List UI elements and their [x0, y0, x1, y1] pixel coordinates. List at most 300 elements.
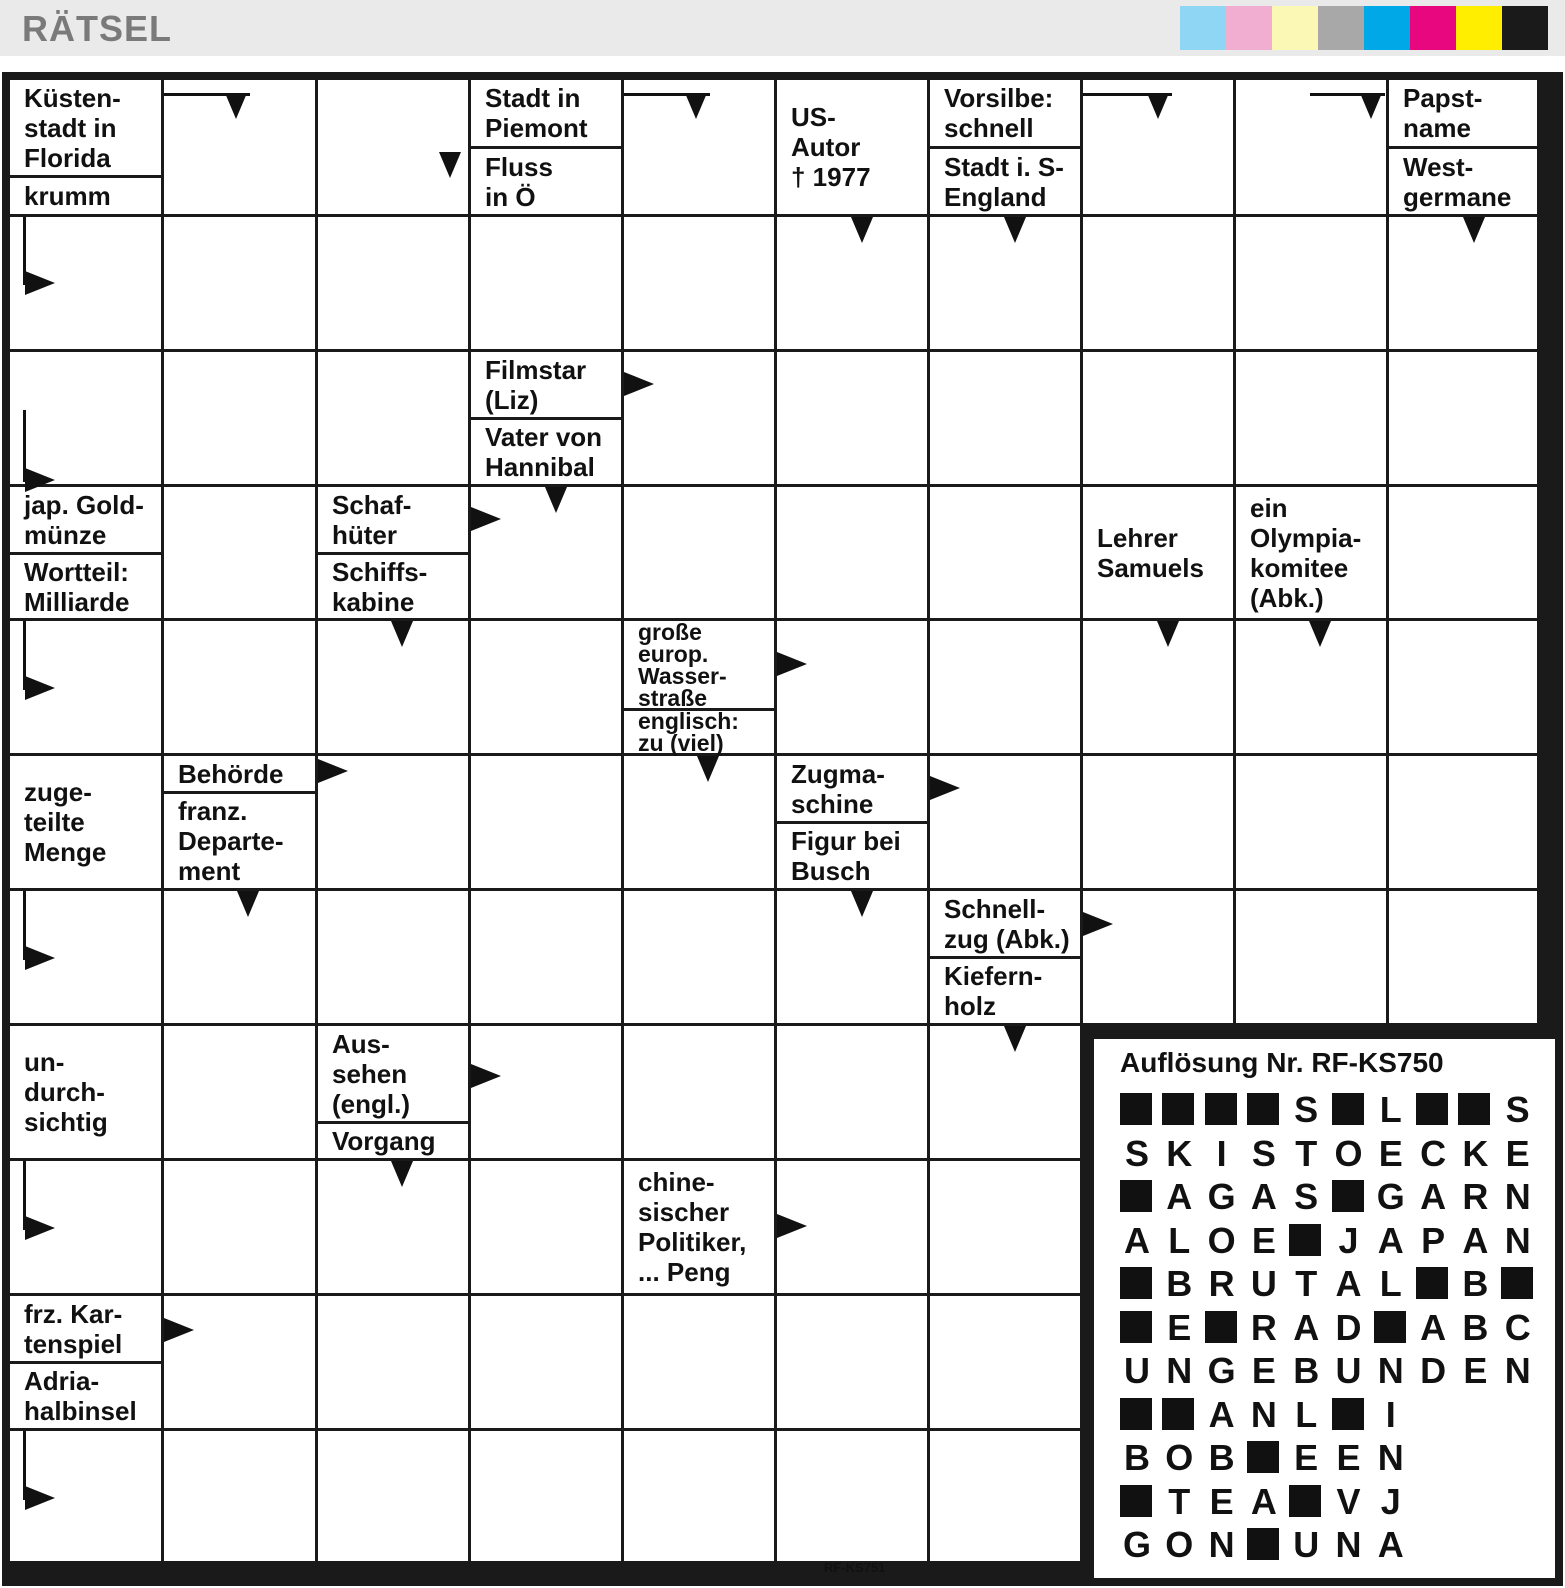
- answer-cell[interactable]: [1236, 756, 1386, 888]
- clue-text: Hannibal: [485, 452, 595, 482]
- clue-text: West-: [1403, 151, 1474, 182]
- solution-letter: G: [1207, 1350, 1236, 1391]
- solution-letter: T: [1295, 1263, 1318, 1304]
- answer-cell[interactable]: [1236, 891, 1386, 1023]
- answer-cell[interactable]: [318, 1296, 468, 1428]
- clue-text: Figur bei: [791, 826, 901, 856]
- clue-text: sischer: [638, 1197, 730, 1227]
- arrow-down-icon: [685, 93, 707, 119]
- answer-cell[interactable]: [777, 487, 927, 618]
- solution-letter: V: [1336, 1480, 1361, 1522]
- clue-text: ein: [1250, 492, 1288, 523]
- clue-cell: [471, 352, 621, 417]
- solution-letter: B: [1166, 1263, 1193, 1304]
- answer-cell[interactable]: [1389, 756, 1537, 888]
- color-swatch: [1364, 6, 1410, 50]
- clue-cell: [164, 794, 315, 888]
- arrow-right-icon: [25, 468, 55, 492]
- clue-text: jap. Gold-: [24, 489, 144, 520]
- answer-cell[interactable]: [471, 217, 621, 349]
- answer-cell[interactable]: [164, 217, 315, 349]
- arrow-right-icon: [318, 759, 348, 783]
- answer-cell[interactable]: [930, 352, 1080, 484]
- answer-cell[interactable]: [777, 352, 927, 484]
- answer-cell[interactable]: [1083, 891, 1233, 1023]
- solution-letter: U: [1250, 1263, 1277, 1304]
- solution-letter: P: [1421, 1219, 1446, 1261]
- solution-row: [1120, 1219, 1543, 1262]
- clue-text: Schnell-: [944, 893, 1046, 924]
- clue-cell: [10, 1026, 161, 1158]
- clue-text: Wortteil:: [24, 556, 129, 587]
- solution-letter: U: [1124, 1350, 1150, 1391]
- arrow-right-icon: [164, 1318, 194, 1342]
- solution-block: [1205, 1311, 1237, 1343]
- arrow-down-icon: [1360, 93, 1382, 119]
- clue-cell: [471, 420, 621, 484]
- clue-cell: [1236, 487, 1386, 618]
- solution-letter: A: [1293, 1306, 1320, 1348]
- color-swatch: [1180, 6, 1226, 50]
- clue-cell: [10, 555, 161, 618]
- clue-cell: [1389, 149, 1537, 214]
- arrow-down-icon: [851, 217, 873, 243]
- solution-letter: B: [1208, 1437, 1235, 1478]
- solution-block: [1247, 1093, 1279, 1125]
- arrow-right-icon: [1083, 912, 1113, 936]
- answer-cell[interactable]: [471, 1431, 621, 1561]
- solution-letter: I: [1216, 1132, 1227, 1174]
- arrow-right-icon: [624, 372, 654, 396]
- solution-letter: E: [1167, 1306, 1192, 1348]
- color-swatch: [1456, 6, 1502, 50]
- solution-letter: S: [1294, 1176, 1319, 1217]
- solution-block: [1374, 1311, 1406, 1343]
- clue-cell: [318, 555, 468, 618]
- answer-cell[interactable]: [164, 1026, 315, 1158]
- solution-letter: O: [1207, 1219, 1236, 1261]
- clue-cell: [10, 487, 161, 552]
- clue-text: Menge: [24, 837, 107, 867]
- solution-letter: A: [1250, 1480, 1277, 1522]
- clue-text: münze: [24, 519, 107, 550]
- solution-letter: E: [1505, 1132, 1530, 1174]
- answer-cell[interactable]: [624, 1431, 774, 1561]
- clue-text: schine: [791, 788, 874, 819]
- solution-block: [1120, 1267, 1152, 1299]
- solution-letter: N: [1377, 1437, 1404, 1478]
- clue-text: durch-: [24, 1077, 105, 1107]
- solution-letter: A: [1208, 1393, 1235, 1435]
- clue-text: Vorsilbe:: [944, 83, 1054, 113]
- clue-cell: [471, 80, 621, 146]
- answer-cell[interactable]: [624, 1026, 774, 1158]
- clue-text: Milliarde: [24, 586, 130, 617]
- answer-cell[interactable]: [471, 891, 621, 1023]
- clue-text: zuge-: [24, 777, 92, 807]
- clue-text: Busch: [791, 856, 871, 886]
- clue-cell: [624, 708, 774, 756]
- arrow-down-icon: [545, 487, 567, 513]
- clue-cell: [10, 756, 161, 888]
- answer-cell[interactable]: [471, 1161, 621, 1293]
- solution-letter: L: [1168, 1219, 1191, 1261]
- solution-block: [1120, 1311, 1152, 1343]
- clue-text: ... Peng: [638, 1257, 731, 1287]
- arrow-down-icon: [237, 891, 259, 917]
- clue-text: Fluss: [485, 151, 553, 182]
- clue-text: germane: [1403, 181, 1512, 212]
- solution-title: Auflösung Nr. RF-KS750: [1120, 1047, 1444, 1078]
- answer-cell[interactable]: [318, 80, 468, 214]
- clue-cell: [930, 891, 1080, 956]
- solution-letter: E: [1378, 1132, 1403, 1174]
- answer-cell[interactable]: [164, 1161, 315, 1293]
- solution-letter: N: [1335, 1524, 1362, 1565]
- clue-text: schnell: [944, 113, 1034, 143]
- clue-text: Aus-: [332, 1028, 390, 1059]
- clue-text: kabine: [332, 586, 415, 617]
- solution-letter: A: [1462, 1219, 1489, 1261]
- answer-cell[interactable]: [471, 756, 621, 888]
- solution-letter: T: [1168, 1480, 1191, 1522]
- clue-text: zu (viel): [638, 730, 724, 756]
- answer-cell[interactable]: [318, 1431, 468, 1561]
- answer-cell[interactable]: [318, 352, 468, 484]
- answer-cell[interactable]: [624, 487, 774, 618]
- solution-letter: E: [1294, 1437, 1319, 1478]
- answer-cell[interactable]: [624, 217, 774, 349]
- clue-cell: [624, 618, 774, 711]
- solution-letter: B: [1124, 1437, 1150, 1478]
- solution-row: [1120, 1393, 1543, 1436]
- solution-letter: N: [1504, 1176, 1531, 1217]
- clue-text: (Abk.): [1250, 582, 1324, 613]
- solution-block: [1332, 1398, 1364, 1430]
- clue-cell: [777, 80, 927, 214]
- clue-cell: [10, 1364, 161, 1428]
- answer-cell[interactable]: [1389, 621, 1537, 753]
- arrow-down-icon: [1157, 621, 1179, 647]
- answer-cell[interactable]: [164, 352, 315, 484]
- solution-letter: S: [1294, 1089, 1319, 1130]
- solution-letter: N: [1166, 1350, 1193, 1391]
- clue-text: un-: [24, 1047, 65, 1077]
- answer-cell[interactable]: [777, 1296, 927, 1428]
- solution-letter: O: [1334, 1132, 1363, 1174]
- solution-letter: A: [1335, 1263, 1362, 1304]
- answer-cell[interactable]: [164, 621, 315, 753]
- color-swatch: [1272, 6, 1318, 50]
- answer-cell[interactable]: [777, 1431, 927, 1561]
- solution-block: [1289, 1485, 1321, 1517]
- solution-block: [1120, 1398, 1152, 1430]
- solution-letter: U: [1293, 1524, 1320, 1565]
- solution-row: [1120, 1480, 1543, 1523]
- clue-text: Vater von: [485, 422, 603, 452]
- solution-letter: E: [1251, 1219, 1276, 1261]
- solution-letter: S: [1124, 1132, 1149, 1174]
- solution-letter: N: [1504, 1350, 1531, 1391]
- answer-cell[interactable]: [1236, 352, 1386, 484]
- arrow-right-icon: [930, 776, 960, 800]
- answer-cell[interactable]: [164, 1431, 315, 1561]
- clue-text: große: [638, 618, 702, 645]
- clue-text: komitee: [1250, 552, 1349, 583]
- answer-cell[interactable]: [10, 352, 161, 484]
- solution-letter: O: [1165, 1437, 1194, 1478]
- solution-block: [1247, 1528, 1279, 1560]
- solution-letter: D: [1335, 1306, 1362, 1348]
- clue-text: in Ö: [485, 181, 536, 212]
- arrow-right-icon: [25, 1216, 55, 1240]
- arrow-down-icon: [439, 152, 461, 178]
- clue-text: zug (Abk.): [944, 923, 1070, 954]
- solution-letter: U: [1335, 1350, 1362, 1391]
- clue-text: Wasser-: [638, 662, 727, 689]
- solution-row: [1120, 1178, 1543, 1218]
- arrow-right-icon: [471, 507, 501, 531]
- solution-letter: N: [1208, 1524, 1235, 1565]
- solution-letter: A: [1420, 1306, 1447, 1348]
- clue-cell: [471, 149, 621, 214]
- clue-cell: [164, 756, 315, 791]
- clue-text: Piemont: [485, 113, 588, 143]
- solution-letter: R: [1250, 1306, 1277, 1348]
- arrow-right-icon: [471, 1064, 501, 1088]
- clue-text: Zugma-: [791, 758, 885, 789]
- clue-text: halbinsel: [24, 1396, 137, 1426]
- solution-letter: R: [1208, 1263, 1235, 1304]
- solution-letter: D: [1420, 1350, 1447, 1391]
- solution-letter: N: [1377, 1350, 1404, 1391]
- clue-text: ment: [178, 856, 241, 886]
- solution-letter: N: [1504, 1219, 1531, 1261]
- clue-text: Vorgang: [332, 1126, 436, 1156]
- solution-letter: A: [1250, 1176, 1277, 1217]
- solution-letter: A: [1377, 1219, 1404, 1261]
- clue-text: Departe-: [178, 826, 284, 856]
- color-swatches: [1180, 6, 1548, 50]
- solution-row: [1120, 1265, 1543, 1305]
- answer-cell[interactable]: [777, 621, 927, 753]
- solution-letter: K: [1462, 1132, 1489, 1174]
- answer-cell[interactable]: [1389, 487, 1537, 618]
- solution-block: [1416, 1093, 1448, 1125]
- clue-cell: [10, 1296, 161, 1361]
- answer-cell[interactable]: [471, 1026, 621, 1158]
- solution-block: [1458, 1093, 1490, 1125]
- clue-text: Florida: [24, 142, 111, 173]
- clue-cell: [930, 959, 1080, 1023]
- clue-text: Schaf-: [332, 489, 412, 520]
- answer-cell[interactable]: [624, 891, 774, 1023]
- answer-cell[interactable]: [1083, 756, 1233, 888]
- solution-letter: N: [1250, 1393, 1277, 1435]
- answer-cell[interactable]: [471, 621, 621, 753]
- answer-cell[interactable]: [318, 217, 468, 349]
- page-title: RÄTSEL: [22, 8, 172, 49]
- arrow-down-icon: [697, 756, 719, 782]
- solution-letter: R: [1462, 1176, 1489, 1217]
- solution-block: [1120, 1180, 1152, 1212]
- solution-block: [1332, 1180, 1364, 1212]
- solution-block: [1162, 1093, 1194, 1125]
- clue-text: Lehrer: [1097, 522, 1178, 553]
- answer-cell[interactable]: [1083, 352, 1233, 484]
- arrow-down-icon: [851, 891, 873, 917]
- clue-cell: [318, 1124, 468, 1158]
- answer-cell[interactable]: [1389, 891, 1537, 1023]
- solution-letter: S: [1251, 1132, 1276, 1174]
- solution-letter: E: [1209, 1480, 1234, 1522]
- solution-letter: O: [1165, 1524, 1194, 1565]
- solution-letter: A: [1166, 1176, 1193, 1217]
- solution-block: [1416, 1267, 1448, 1299]
- solution-row: [1120, 1352, 1543, 1392]
- clue-text: Küsten-: [24, 82, 121, 113]
- solution-letter: L: [1379, 1089, 1402, 1130]
- arrow-right-icon: [777, 1214, 807, 1238]
- solution-row: [1120, 1439, 1543, 1479]
- solution-letter: J: [1338, 1219, 1359, 1261]
- answer-cell[interactable]: [624, 1296, 774, 1428]
- clue-text: England: [944, 181, 1047, 212]
- solution-block: [1501, 1267, 1533, 1299]
- solution-letter: G: [1122, 1524, 1151, 1565]
- solution-row: [1120, 1091, 1543, 1131]
- clue-text: frz. Kar-: [24, 1298, 123, 1329]
- solution-letter: E: [1251, 1350, 1276, 1391]
- solution-letter: B: [1462, 1306, 1489, 1348]
- solution-letter: C: [1504, 1306, 1531, 1348]
- solution-letter: E: [1336, 1437, 1361, 1478]
- clue-text: Politiker,: [638, 1227, 747, 1257]
- arrow-down-icon: [1147, 93, 1169, 119]
- clue-text: Olympia-: [1250, 522, 1362, 553]
- solution-letter: G: [1207, 1176, 1236, 1217]
- answer-cell[interactable]: [471, 1296, 621, 1428]
- solution-letter: J: [1380, 1480, 1401, 1522]
- answer-cell[interactable]: [930, 1431, 1080, 1561]
- clue-cell: [930, 80, 1080, 146]
- answer-cell[interactable]: [930, 1296, 1080, 1428]
- solution-letter: T: [1295, 1132, 1318, 1174]
- clue-text: Filmstar: [485, 354, 587, 385]
- solution-block: [1205, 1093, 1237, 1125]
- clue-cell: [10, 80, 161, 175]
- clue-text: stadt in: [24, 112, 117, 143]
- clue-text: tenspiel: [24, 1328, 123, 1359]
- clue-cell: [777, 824, 927, 888]
- clue-text: englisch:: [638, 708, 739, 734]
- color-swatch: [1410, 6, 1456, 50]
- solution-block: [1162, 1398, 1194, 1430]
- solution-letter: C: [1420, 1132, 1447, 1174]
- arrow-right-icon: [25, 946, 55, 970]
- answer-cell[interactable]: [930, 487, 1080, 618]
- solution-block: [1247, 1441, 1279, 1473]
- solution-letter: A: [1124, 1219, 1150, 1261]
- clue-text: krumm: [24, 181, 111, 211]
- color-swatch: [1502, 6, 1548, 50]
- arrow-down-icon: [1309, 621, 1331, 647]
- answer-cell[interactable]: [1083, 217, 1233, 349]
- clue-text: franz.: [178, 796, 248, 826]
- solution-letter: I: [1385, 1393, 1396, 1435]
- arrow-right-icon: [777, 652, 807, 676]
- answer-cell[interactable]: [930, 1161, 1080, 1293]
- arrow-down-icon: [225, 93, 247, 119]
- solution-block: [1120, 1485, 1152, 1517]
- clue-text: Kiefern-: [944, 961, 1043, 991]
- clue-text: hüter: [332, 519, 397, 550]
- solution-row: [1120, 1132, 1543, 1175]
- color-swatch: [1226, 6, 1272, 50]
- solution-block: [1289, 1224, 1321, 1256]
- solution-panel: [1094, 1039, 1555, 1578]
- clue-cell: [10, 178, 161, 214]
- solution-letter: E: [1463, 1350, 1488, 1391]
- clue-cell: [318, 487, 468, 552]
- answer-cell[interactable]: [318, 891, 468, 1023]
- clue-text: Autor: [791, 132, 861, 162]
- puzzle-code: RF-KS751: [824, 1560, 886, 1575]
- solution-letter: B: [1462, 1263, 1489, 1304]
- clue-cell: [777, 756, 927, 821]
- clue-cell: [318, 1026, 468, 1121]
- clue-text: name: [1403, 113, 1471, 143]
- solution-row: [1120, 1306, 1543, 1349]
- solution-row: [1120, 1526, 1543, 1566]
- clue-text: straße: [638, 684, 708, 711]
- answer-cell[interactable]: [164, 1296, 315, 1428]
- arrow-down-icon: [391, 621, 413, 647]
- answer-cell[interactable]: [777, 1026, 927, 1158]
- clue-text: US-: [791, 102, 836, 132]
- clue-text: Samuels: [1097, 552, 1204, 583]
- arrow-down-icon: [1004, 217, 1026, 243]
- answer-cell[interactable]: [930, 621, 1080, 753]
- arrow-down-icon: [1004, 1026, 1026, 1052]
- clue-text: Stadt in: [485, 83, 581, 113]
- clue-text: sehen: [332, 1058, 408, 1089]
- clue-text: † 1977: [791, 162, 871, 192]
- clue-text: Behörde: [178, 758, 284, 789]
- solution-letter: A: [1420, 1176, 1447, 1217]
- clue-text: sichtig: [24, 1107, 108, 1137]
- clue-text: Papst-: [1403, 83, 1483, 113]
- clue-text: (engl.): [332, 1088, 410, 1119]
- clue-text: Adria-: [24, 1366, 100, 1396]
- answer-cell[interactable]: [164, 487, 315, 618]
- clue-text: (Liz): [485, 384, 539, 415]
- clue-text: Schiffs-: [332, 556, 428, 587]
- arrow-down-icon: [391, 1161, 413, 1187]
- solution-letter: S: [1505, 1089, 1530, 1130]
- answer-cell[interactable]: [1236, 217, 1386, 349]
- clue-cell: [1389, 80, 1537, 146]
- solution-letter: K: [1166, 1132, 1193, 1174]
- arrow-right-icon: [25, 676, 55, 700]
- header-bar: [0, 0, 1565, 56]
- solution-block: [1332, 1093, 1364, 1125]
- solution-block: [1120, 1093, 1152, 1125]
- arrow-right-icon: [25, 1486, 55, 1510]
- answer-cell[interactable]: [1389, 352, 1537, 484]
- solution-letter: L: [1379, 1263, 1402, 1304]
- arrow-right-icon: [25, 271, 55, 295]
